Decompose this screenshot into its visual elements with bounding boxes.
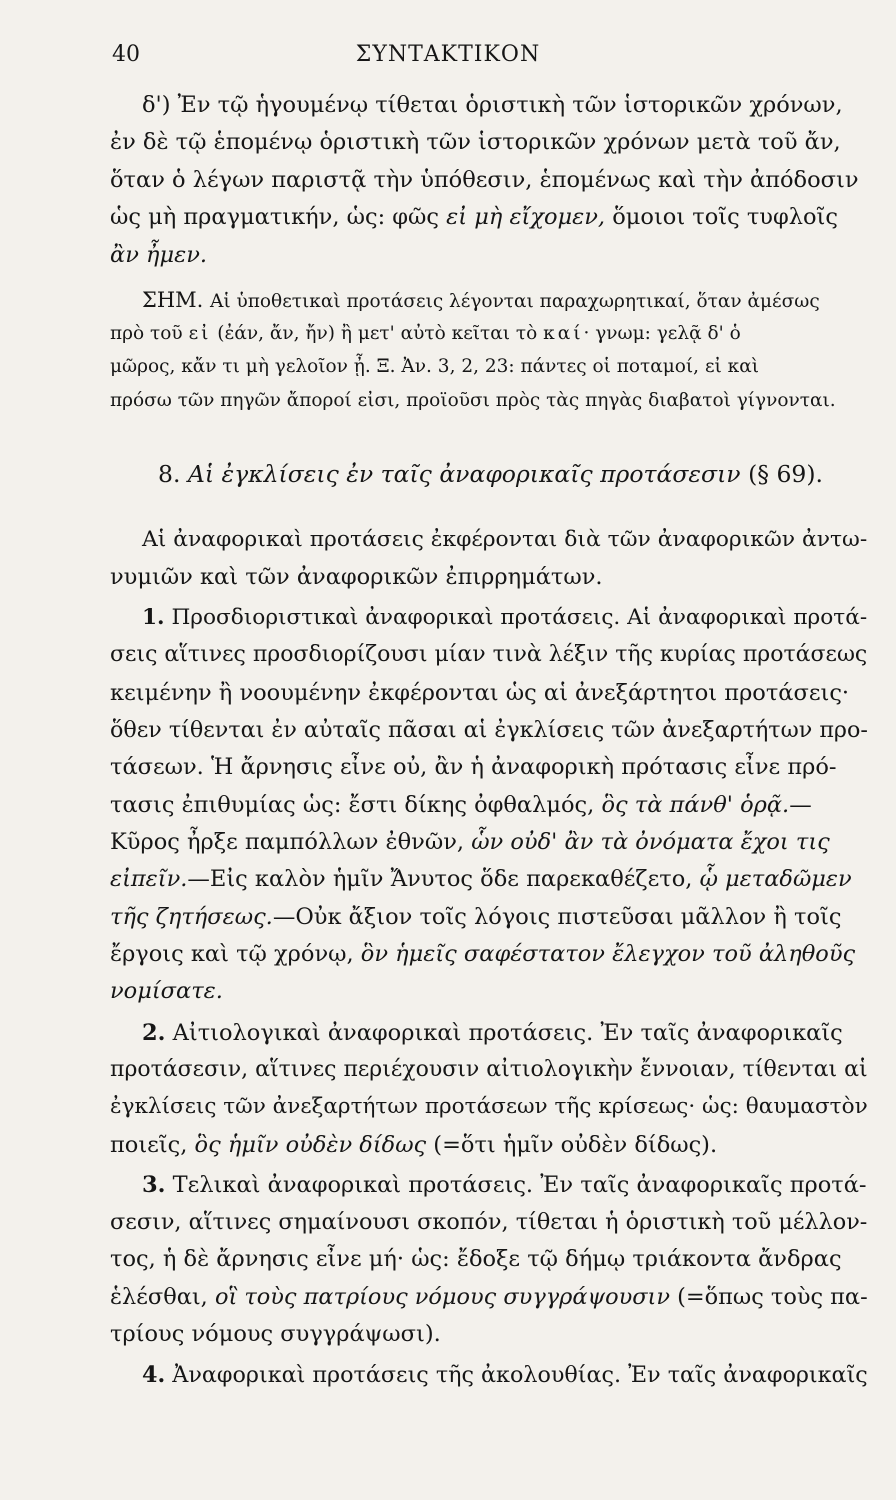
text-line [142,1170,867,1200]
text-line [110,939,855,969]
section-number: 8. [158,460,181,488]
text-line [110,902,841,932]
text-span: ποιεῖς, [110,1132,195,1158]
section-ref: (§ 69). [748,460,823,488]
text-span: Αἰτιολογικαὶ ἀναφορικαὶ προτάσεις. Ἐν ταῖς ἀναφορικαῖς [165,1020,843,1046]
text-line: ὅθεν τίθενται ἐν αὐταῖς πᾶσαι αἱ ἐγκλίσεις τῶν ἀνεξαρτήτων προ- [110,717,868,743]
text-line: Αἱ ἀναφορικαὶ προτάσεις ἐκφέρονται διὰ τῶν ἀναφορικῶν ἀντω- [142,527,868,552]
text-line: τάσεων. Ἡ ἄρνησις εἶνε οὐ, ἂν ἡ ἀναφορικὴ πρότασις εἶνε πρό- [110,754,837,780]
text-line: κειμένην ἢ νοουμένην ἐκφέρονται ὡς αἱ ἀνεξάρτητοι προτάσεις· [110,680,850,706]
example-italic: ἂν ἦμεν. [110,242,208,268]
example-italic: εἰ μὴ εἴχομεν, [446,204,606,230]
page-number: 40 [112,42,140,67]
example-italic: οἳ τοὺς πατρίους νόμους συγγράψουσιν [214,1284,670,1310]
text-line: προτάσεσιν, αἵτινες περιέχουσιν αἰτιολογικὴν ἔννοιαν, τίθενται αἱ [110,1057,868,1082]
text-span: · γνωμ: γελᾷ δ' ὁ [583,323,741,344]
note-line: μῶρος, κἄν τι μὴ γελοῖον ᾖ. Ξ. Ἀν. 3, 2, 23: πάντες οἱ ποταμοί, εἰ καὶ [110,356,759,377]
section-title: Αἱ ἐγκλίσεις ἐν ταῖς ἀναφορικαῖς προτάσεσιν [187,460,741,488]
text-span: Κῦρος ἦρξε παμπόλλων ἐθνῶν, [110,829,472,855]
section-heading [158,459,823,489]
subsection-number: 1. [142,605,165,630]
text-line: ἐν δὲ τῷ ἑπομένῳ ὁριστικὴ τῶν ἱστορικῶν χρόνων μετὰ τοῦ ἄν, [110,129,841,155]
text-span: ἔργοις καὶ τῷ χρόνῳ, [110,941,361,967]
note-line [142,285,820,317]
text-span: (=ὅπως τοὺς πα- [669,1284,868,1310]
subsection-number: 4. [142,1362,166,1388]
text-line [110,1282,868,1312]
text-span: ὡς μὴ πραγματικήν, ὡς: φῶς [110,204,447,230]
text-line [142,1360,868,1390]
example-italic: ὃς ἡμῖν οὐδὲν δίδως [194,1132,427,1158]
text-line: ὅταν ὁ λέγων παριστᾷ τὴν ὑπόθεσιν, ἑπομένως καὶ τὴν ἀπόδοσιν [110,167,859,193]
text-line [142,603,867,633]
text-line: ἐγκλίσεις τῶν ἀνεξαρτήτων προτάσεων τῆς κρίσεως· ὡς: θαυμαστὸν [110,1094,868,1119]
example-italic: τῆς ζητήσεως. [110,904,273,930]
text-span: Τελικαὶ ἀναφορικαὶ προτάσεις. Ἐν ταῖς ἀναφορικαῖς προτά- [165,1172,867,1198]
text-span: ὅμοιοι τοῖς τυφλοῖς [605,204,838,230]
example-italic: ὃν ἡμεῖς σαφέστατον ἔλεγχον τοῦ ἀληθοῦς [360,941,856,967]
text-line: τρίους νόμους συγγράψωσι). [110,1321,441,1347]
text-span: τασις ἐπιθυμίας ὡς: ἔστι δίκης ὀφθαλμός, [110,792,602,818]
example-italic: ὃς τὰ πάνθ' ὁρᾷ. [601,792,790,818]
text-span: (=ὅτι ἡμῖν οὐδὲν δίδως). [426,1132,718,1158]
text-span: — [789,792,812,818]
text-span: ἑλέσθαι, [110,1284,215,1310]
text-span: —Εἰς καλὸν ἡμῖν Ἄνυτος ὅδε παρεκαθέζετο, [187,866,700,892]
spaced-word: καί [543,323,584,344]
note-line: πρόσω τῶν πηγῶν ἄποροί εἰσι, προϊοῦσι πρὸς τὰς πηγὰς διαβατοὶ γίγνονται. [110,390,836,411]
text-line: σεσιν, αἵτινες σημαίνουσι σκοπόν, τίθεται ἡ ὁριστικὴ τοῦ μέλλον- [110,1209,868,1235]
text-line [110,864,852,894]
text-span: —Οὐκ ἄξιον τοῖς λόγοις πιστεῦσαι μᾶλλον ἢ τοῖς [272,904,842,930]
example-italic: νομίσατε. [110,978,223,1004]
spaced-word: εἰ [188,323,212,344]
text-line: νυμιῶν καὶ τῶν ἀναφορικῶν ἐπιρρημάτων. [110,564,603,590]
subsection-number: 2. [142,1020,166,1046]
text-line [142,1018,843,1048]
text-span: Αἱ ὑποθετικαὶ προτάσεις λέγονται παραχωρητικαί, ὅταν ἀμέσως [210,291,820,312]
running-title: ΣΥΝΤΑΚΤΙΚΟΝ [355,42,541,67]
page-header [0,42,896,72]
subsection-number: 3. [142,1172,166,1198]
text-line: σεις αἵτινες προσδιορίζουσι μίαν τινὰ λέξιν τῆς κυρίας προτάσεως [110,642,868,667]
example-italic: εἰπεῖν. [110,866,188,892]
example-italic: ὧν οὐδ' ἂν τὰ ὀνόματα ἔχοι τις [471,829,830,855]
text-span: Ἀναφορικαὶ προτάσεις τῆς ἀκολουθίας. Ἐν ταῖς ἀναφορικαῖς [165,1362,868,1388]
text-line [110,202,838,232]
text-span: πρὸ τοῦ [110,323,189,344]
text-span: (ἐάν, ἄν, ἤν) ἢ μετ' αὐτὸ κεῖται τὸ [211,323,544,344]
text-line [110,790,812,820]
text-line: τος, ἡ δὲ ἄρνησις εἶνε μή· ὡς: ἔδοξε τῷ δήμῳ τριάκοντα ἄνδρας [110,1246,842,1272]
text-line [110,1130,717,1160]
example-italic: ᾧ μεταδῶμεν [699,866,852,892]
note-label: ΣΗΜ. [142,288,211,312]
note-line [110,319,741,349]
text-line [110,827,830,857]
text-line: δ') Ἐν τῷ ἡγουμένῳ τίθεται ὁριστικὴ τῶν ἱστορικῶν χρόνων, [142,92,843,118]
text-span: Προσδιοριστικαὶ ἀναφορικαὶ προτάσεις. Αἱ ἀναφορικαὶ προτά- [164,605,868,630]
